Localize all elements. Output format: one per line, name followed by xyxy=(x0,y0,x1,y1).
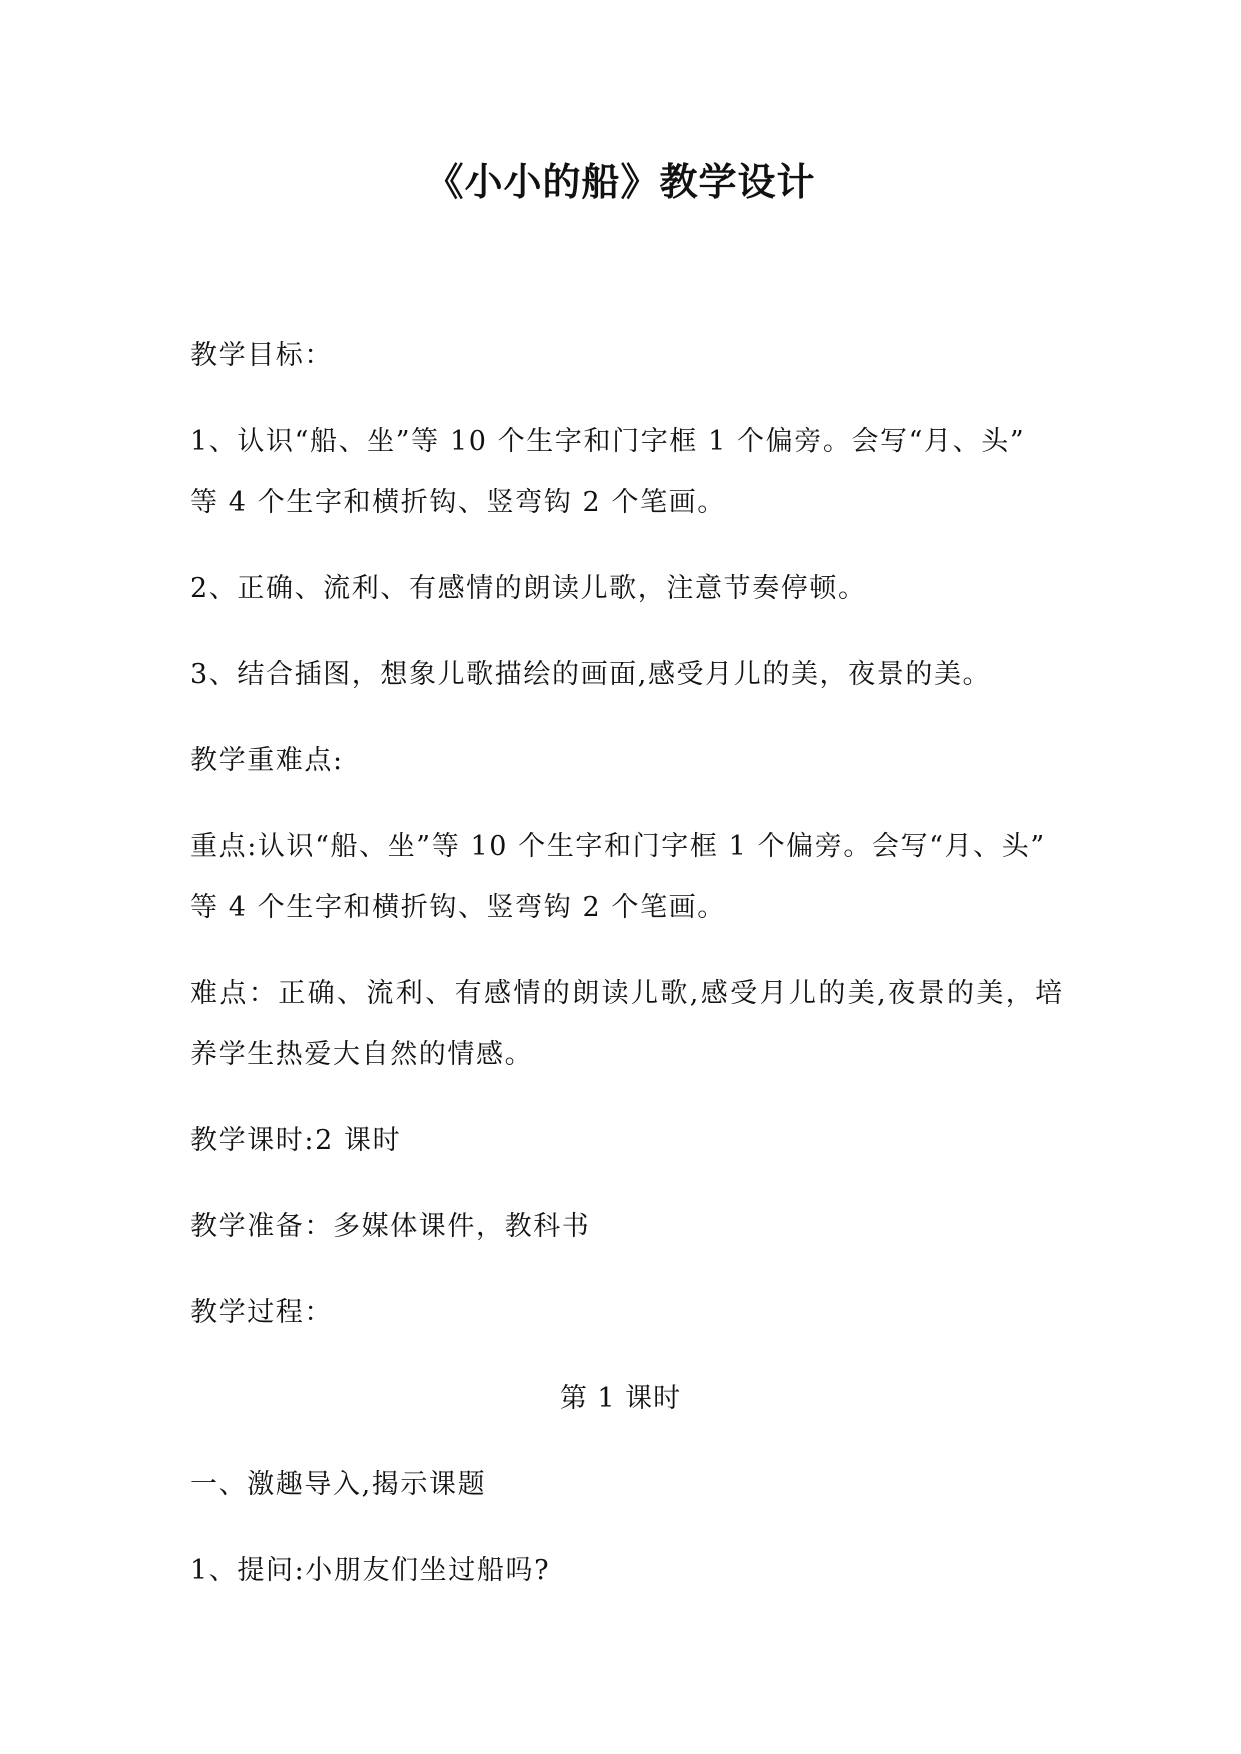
objective-1-line-1: 1、认识“船、坐”等 10 个生字和门字框 1 个偏旁。会写“月、头” xyxy=(190,426,1026,457)
difficulty-line-2: 养学生热爱大自然的情感。 xyxy=(190,1039,534,1070)
section-1-heading: 一、激趣导入,揭示课题 xyxy=(190,1469,487,1500)
objective-3: 3、结合插图，想象儿歌描绘的画面,感受月儿的美，夜景的美。 xyxy=(190,659,992,690)
key-point-line-1: 重点:认识“船、坐”等 10 个生字和门字框 1 个偏旁。会写“月、头” xyxy=(190,831,1046,862)
objective-2: 2、正确、流利、有感情的朗读儿歌，注意节奏停顿。 xyxy=(190,573,867,604)
lesson-label: 第 1 课时 xyxy=(559,1383,682,1414)
key-points-heading: 教学重难点: xyxy=(190,745,344,776)
class-hours: 教学课时:2 课时 xyxy=(190,1125,402,1156)
process-heading: 教学过程： xyxy=(190,1297,333,1328)
section-1-item-1: 1、提问:小朋友们坐过船吗? xyxy=(190,1555,551,1586)
key-point-line-2: 等 4 个生字和横折钩、竖弯钩 2 个笔画。 xyxy=(190,892,726,923)
teaching-preparation: 教学准备：多媒体课件，教科书 xyxy=(190,1211,591,1242)
objective-1-line-2: 等 4 个生字和横折钩、竖弯钩 2 个笔画。 xyxy=(190,487,726,518)
objectives-heading: 教学目标： xyxy=(190,340,333,371)
document-title: 《小小的船》教学设计 xyxy=(425,159,816,204)
difficulty-line-1: 难点：正确、流利、有感情的朗读儿歌,感受月儿的美,夜景的美，培 xyxy=(190,978,1065,1009)
